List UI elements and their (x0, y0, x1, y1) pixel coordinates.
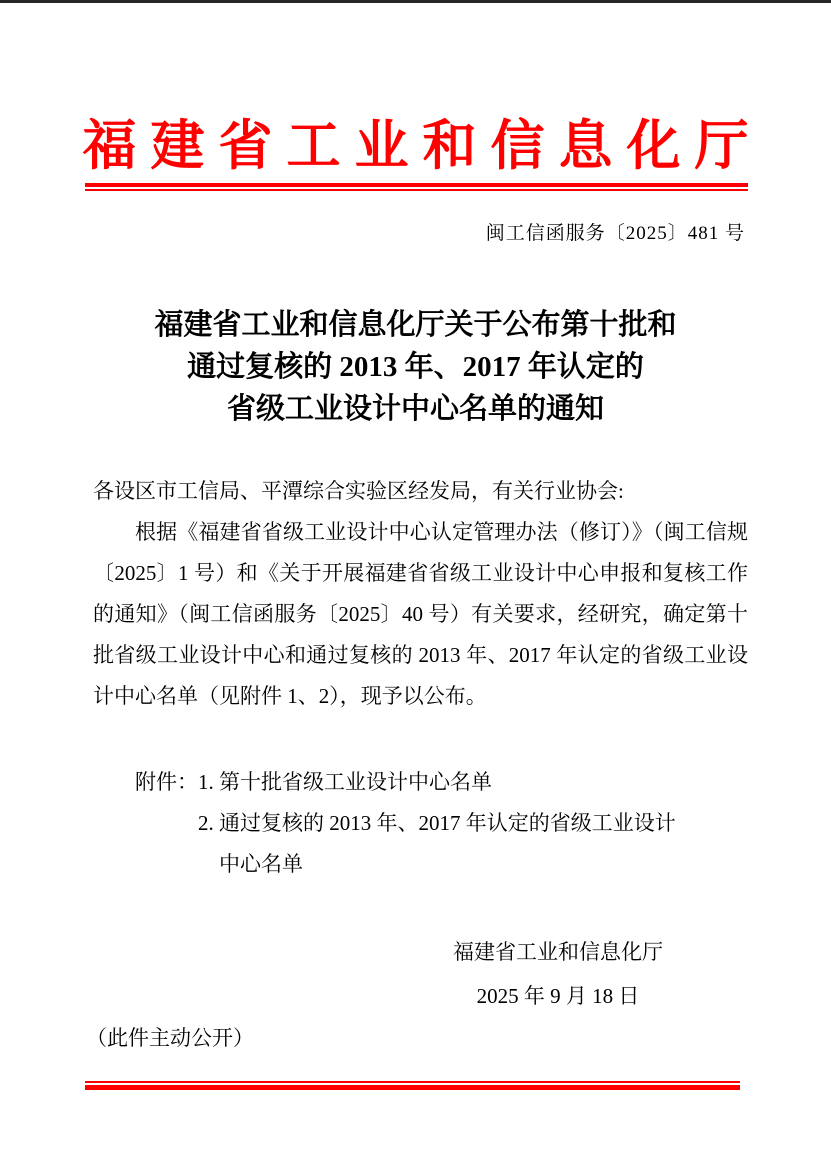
salutation-line: 各设区市工信局、平潭综合实验区经发局，有关行业协会: (93, 479, 624, 503)
signature-block (453, 930, 663, 1018)
notice-title-line1: 福建省工业和信息化厅关于公布第十批和 (154, 309, 677, 341)
attachment-item-2-continued: 中心名单 (219, 852, 303, 876)
notice-body (93, 471, 748, 717)
notice-title-line3: 省级工业设计中心名单的通知 (226, 393, 604, 425)
rule-thick-line (85, 1085, 740, 1090)
signature-date: 2025 年 9 月 18 日 (476, 984, 640, 1008)
top-edge-bar (0, 0, 831, 3)
body-paragraph: 根据《福建省省级工业设计中心认定管理办法（修订）》（闽工信规〔2025〕1 号）和《关于开展福建省省级工业设计中心申报和复核工作的通知》（闽工信函服务〔2025〕40 号）有关要求，经研究，确定第十批省级工业设计中心和通过复核的 2013 年、2017 年认定的省级工业设计中心名单（见附件 1、2），现予以公布。 (93, 520, 748, 708)
notice-title-line2: 通过复核的 2013 年、2017 年认定的 (187, 351, 644, 383)
publicity-note: （此件主动公开） (86, 1026, 254, 1050)
footer-double-rule (85, 1081, 740, 1090)
rule-thin-line (85, 189, 748, 191)
attachment-item-1: 附件：1. 第十批省级工业设计中心名单 (135, 770, 492, 794)
signature-agency: 福建省工业和信息化厅 (453, 940, 663, 964)
attachment-item-2: 2. 通过复核的 2013 年、2017 年认定的省级工业设计 (198, 811, 676, 835)
document-number: 闽工信函服务〔2025〕481 号 (485, 223, 745, 244)
attachments-list (135, 762, 676, 885)
letterhead-agency-name: 福建省工业和信息化厅 (82, 116, 763, 176)
notice-title (0, 304, 831, 430)
letterhead-double-rule (85, 183, 748, 191)
